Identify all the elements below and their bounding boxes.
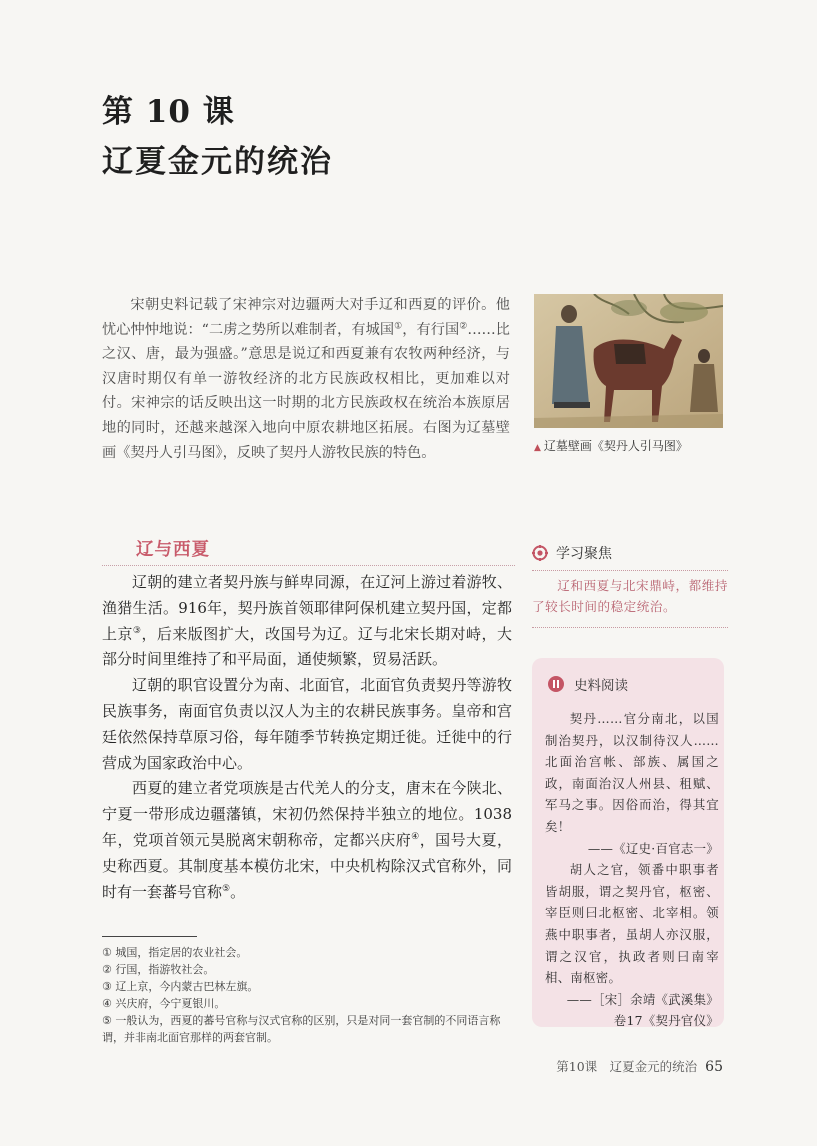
footnote-ref: ③ [132, 625, 142, 636]
focus-divider-bottom [532, 627, 728, 628]
reading-source: ——［宋］余靖《武溪集》 [566, 991, 719, 1007]
page-number: 65 [705, 1059, 723, 1075]
footnote-item: ③ 辽上京，今内蒙古巴林左旗。 [102, 980, 259, 993]
intro-paragraph: 宋朝史料记载了宋神宗对边疆两大对手辽和西夏的评价。他忧心忡忡地说：“二虏之势所以难制者，有城国①，有行国②……比之汉、唐，最为强盛。”意思是说辽和西夏兼有农牧两种经济，与汉唐时期仅有单一游牧经济的北方民族政权相比，更加难以对付。宋神宗的话反映出这一时期的北方民族政权在统治本族原居地的同时，还越来越深入地向中原农耕地区拓展。右图为辽墓壁画《契丹人引马图》，反映了契丹人游牧民族的特色。 [102, 297, 510, 461]
footnote-item: ⑤ 一般认为，西夏的蕃号官称与汉式官称的区别，只是对同一套官制的不同语言称谓，并非南北面官那样的两套官制。 [102, 1014, 501, 1044]
figure-caption: ▲ 辽墓壁画《契丹人引马图》 [534, 439, 688, 453]
lesson-title: 辽夏金元的统治 [102, 144, 333, 180]
reading-body [545, 708, 719, 1032]
learning-focus-box [532, 540, 728, 628]
footnote-item: ④ 兴庆府，今宁夏银川。 [102, 997, 226, 1010]
mural-painting-image [534, 294, 723, 428]
book-icon [548, 676, 564, 692]
footnotes [102, 944, 517, 1046]
section-divider [102, 565, 515, 566]
footnote-divider [102, 936, 197, 937]
reading-quote: 契丹……官分南北，以国制治契丹，以汉制待汉人……北面治宫帐、部族、属国之政，南面治汉人州县、租赋、军马之事。因俗而治，得其宜矣！ [545, 711, 719, 834]
footnote-ref: ④ [411, 831, 420, 842]
paragraph-xixia: 西夏的建立者党项族是古代羌人的分支，唐末在今陕北、宁夏一带形成边疆藩镇，宋初仍然保持半独立的地位。1038年，党项首领元昊脱离宋朝称帝，定都兴庆府④，国号大夏，史称西夏。其制度基本模仿北宋，中央机构除汉式官称外，同时有一套蕃号官称⑤。 [102, 779, 512, 901]
focus-text: 辽和西夏与北宋鼎峙，都维持了较长时间的稳定统治。 [532, 578, 728, 614]
footnote-item: ① 城国，指定居的农业社会。 [102, 946, 248, 959]
focus-divider [532, 570, 728, 571]
footnote-ref: ② [459, 320, 468, 331]
paragraph-liao-founding: 辽朝的建立者契丹族与鲜卑同源，在辽河上游过着游牧、渔猎生活。916年，契丹族首领耶律阿保机建立契丹国，定都上京③，后来版图扩大，改国号为辽。辽与北宋长期对峙，大部分时间里维持了和平局面，通使频繁，贸易活跃。 [102, 573, 512, 669]
reading-source: ——《辽史·百官志一》 [587, 840, 719, 856]
reading-quote: 胡人之官，领番中职事者皆胡服，谓之契丹官，枢密、宰臣则曰北枢密、北宰相。领燕中职事者，虽胡人亦汉服，谓之汉官，执政者则曰南宰相、南枢密。 [545, 862, 719, 986]
reading-title: 史料阅读 [574, 678, 628, 694]
source-reading-box [532, 658, 724, 1027]
footer-label: 第10课 辽夏金元的统治 [556, 1059, 698, 1074]
footnote-ref: ⑤ [222, 883, 231, 894]
footnote-item: ② 行国，指游牧社会。 [102, 963, 215, 976]
focus-title: 学习聚焦 [556, 546, 612, 562]
lesson-number: 第 10 课 [102, 94, 235, 130]
reading-source: 卷17《契丹官仪》 [613, 1013, 719, 1029]
paragraph-liao-officials: 辽朝的职官设置分为南、北面官，北面官负责契丹等游牧民族事务，南面官负责以汉人为主的农耕民族事务。皇帝和宫廷依然保持草原习俗，每年随季节转换定期迁徙。迁徙中的行营成为国家政治中心。 [102, 676, 512, 772]
caption-marker: ▲ [534, 443, 541, 453]
target-icon [532, 545, 548, 561]
section-heading: 辽与西夏 [136, 540, 210, 560]
section-body [102, 570, 512, 905]
page-footer [556, 1057, 723, 1075]
footnote-ref: ① [394, 320, 403, 331]
